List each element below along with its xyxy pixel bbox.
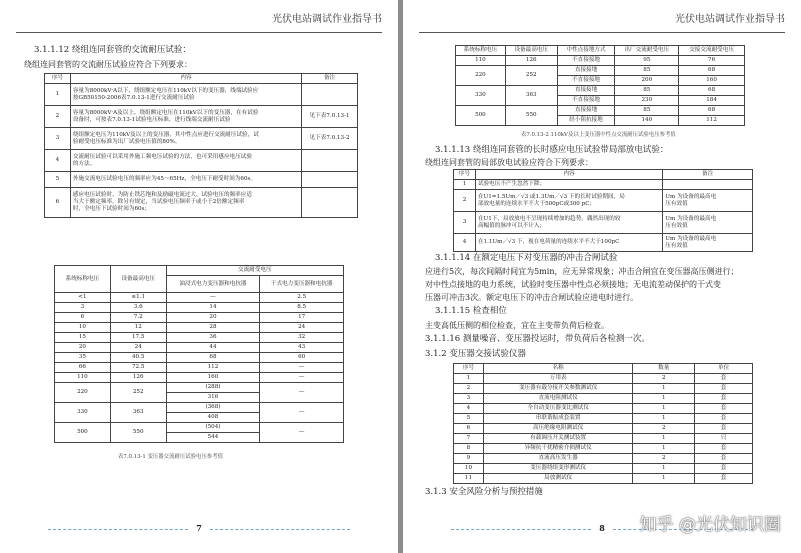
cell-dry-voltage: 8.5 bbox=[260, 303, 344, 313]
cell-grounding-mode: 直接接地 bbox=[557, 66, 615, 76]
cell-max-voltage: 252 bbox=[110, 383, 166, 403]
row-note: 见下表7.0.13-1 bbox=[302, 106, 358, 128]
cell-quantity: 1 bbox=[633, 404, 695, 414]
table-row bbox=[454, 444, 753, 454]
cell-grounding-mode: 直接接地 bbox=[557, 86, 615, 96]
section-heading: 3.1.1.14 在额定电压下对变压器的冲击合闸试验 bbox=[435, 253, 618, 263]
cell-dry-voltage: — bbox=[260, 423, 344, 443]
cell-unit: 套 bbox=[695, 404, 753, 414]
cell-max-voltage: 363 bbox=[505, 86, 557, 106]
row-number: 4 bbox=[45, 150, 71, 172]
cell-oil-voltage: — bbox=[166, 293, 260, 303]
table-row bbox=[456, 86, 745, 96]
cell-max-voltage: 3.6 bbox=[110, 303, 166, 313]
watermark: 知乎 @光伏知识圈 bbox=[639, 515, 781, 535]
cell-dry-voltage: 17 bbox=[260, 313, 344, 323]
col-header: 单位 bbox=[695, 364, 753, 374]
cell-grounding-mode: 不直接接地 bbox=[557, 76, 615, 86]
cell-unit: 套 bbox=[695, 464, 753, 474]
cell-instrument-name: 全自动变压器变比测试仪 bbox=[483, 404, 632, 414]
cell-factory-voltage: 95 bbox=[615, 56, 679, 66]
cell-quantity: 1 bbox=[633, 384, 695, 394]
cell-system-voltage: 6 bbox=[55, 313, 111, 323]
row-note bbox=[302, 84, 358, 106]
table-row bbox=[45, 150, 358, 172]
cell-oil-voltage: 160 bbox=[166, 373, 260, 383]
cell-instrument-name: 万用表 bbox=[483, 374, 632, 384]
cell-line: 压有效值 bbox=[665, 200, 688, 207]
cell-oil-voltage: 44 bbox=[166, 343, 260, 353]
row-content bbox=[70, 188, 301, 218]
col-header-max: 设备最高电压 bbox=[110, 266, 166, 293]
cell-system-voltage: 20 bbox=[55, 343, 111, 353]
cell-unit: 套 bbox=[695, 474, 753, 484]
table-row bbox=[454, 454, 753, 464]
page-header-title: 光伏电站调试作业指导书 bbox=[675, 14, 785, 25]
header-rule bbox=[419, 32, 785, 33]
pd-table-body bbox=[454, 180, 753, 252]
cell-index: 1 bbox=[454, 374, 484, 384]
cell-instrument-name: 有载调压开关测试装置 bbox=[483, 434, 632, 444]
cell-dry-voltage: 24 bbox=[260, 323, 344, 333]
row-content bbox=[475, 190, 662, 212]
col-header: 备注 bbox=[302, 74, 358, 84]
table-row bbox=[454, 414, 753, 424]
table-row bbox=[55, 423, 344, 433]
voltage-table bbox=[54, 265, 344, 443]
table-row bbox=[456, 56, 745, 66]
voltage-table-body bbox=[55, 293, 344, 443]
table-row bbox=[55, 373, 344, 383]
cell-instrument-name: 变压器绕组变形测试仪 bbox=[483, 464, 632, 474]
cell-oil-voltage: 36 bbox=[166, 333, 260, 343]
table-row bbox=[454, 234, 753, 252]
instrument-table-body bbox=[454, 374, 753, 484]
cell-unit: 套 bbox=[695, 454, 753, 464]
table-row bbox=[454, 424, 753, 434]
cell-system-voltage: 500 bbox=[55, 423, 111, 443]
cell-max-voltage: 12 bbox=[110, 323, 166, 333]
cell-unit: 套 bbox=[695, 414, 753, 424]
col-header: 数量 bbox=[633, 364, 695, 374]
table-row bbox=[45, 128, 358, 150]
page-header-title: 光伏电站调试作业指导书 bbox=[272, 14, 382, 25]
cell-line: 在U1下，局放放电不呈现持续增加的趋势，偶然出现的较 bbox=[477, 215, 621, 222]
requirement-table bbox=[44, 73, 358, 218]
cell-factory-voltage: 140 bbox=[615, 116, 679, 126]
cell-factory-voltage: 200 bbox=[615, 76, 679, 86]
cell-line: 试验电压不产生忽然下降； bbox=[477, 181, 546, 187]
cell-oil-voltage: 28 bbox=[166, 323, 260, 333]
cell-max-voltage: 550 bbox=[505, 106, 557, 126]
cell-system-voltage: <1 bbox=[55, 293, 111, 303]
table-row bbox=[55, 343, 344, 353]
row-content bbox=[475, 212, 662, 234]
cell-line: Um 为设备的最高电 bbox=[665, 215, 717, 222]
col-header: 中性点接地方式 bbox=[557, 46, 615, 56]
section-body-line: 应进行5次，每次间隔时间宜为5min，应无异常现象；冲击合闸宜在变压器高压侧进行； bbox=[425, 267, 739, 276]
cell-line: 压有效值 bbox=[665, 242, 688, 249]
cell-handover-voltage: 184 bbox=[679, 96, 745, 106]
cell-dry-voltage: — bbox=[260, 383, 344, 403]
table-row bbox=[55, 293, 344, 303]
cell-instrument-name: 高压绝缘电阻测试仪 bbox=[483, 424, 632, 434]
page-number: 8 bbox=[599, 523, 605, 533]
cell-handover-voltage: 160 bbox=[679, 76, 745, 86]
cell-instrument-name: 直流电阻测试仪 bbox=[483, 394, 632, 404]
cell-line: 部放电量的连续水平不大于500pC或300 pC； bbox=[477, 200, 596, 207]
cell-max-voltage: 252 bbox=[505, 66, 557, 86]
col-header: 设备最高电压 bbox=[505, 46, 557, 56]
cell-max-voltage: 17.5 bbox=[110, 333, 166, 343]
table-row bbox=[55, 323, 344, 333]
row-number: 3 bbox=[45, 128, 71, 150]
row-number: 2 bbox=[45, 106, 71, 128]
section-heading: 3.1.1.13 绕组连同套管的长时感应电压试验带局部放电试验： bbox=[435, 145, 669, 155]
cell-system-voltage: 66 bbox=[55, 363, 111, 373]
cell-line: 按GB50150-2006表7.0.13-1进行交流耐压试验 bbox=[72, 94, 195, 101]
cell-index: 10 bbox=[454, 464, 484, 474]
cell-line: 交流耐压试验可以采用外施工频电压试验的方法，也可采用感应电压试验 bbox=[72, 153, 252, 160]
section-intro: 绕组连同套管的局部放电试验应符合下列要求： bbox=[425, 158, 593, 167]
cell-dry-voltage: 43 bbox=[260, 343, 344, 353]
cell-line: 压有效值 bbox=[665, 222, 688, 229]
partial-discharge-table bbox=[453, 169, 753, 252]
table-row bbox=[456, 106, 745, 116]
table-row bbox=[454, 474, 753, 484]
cell-unit: 套 bbox=[695, 394, 753, 404]
cell-unit: 套 bbox=[695, 444, 753, 454]
neutral-table-body bbox=[456, 56, 745, 126]
section-body-line: 主变高低压侧的相位检查，宜在主变带负荷后检查。 bbox=[425, 321, 609, 330]
page-footer bbox=[48, 525, 350, 533]
cell-instrument-name: 直流高压发生器 bbox=[483, 454, 632, 464]
row-note bbox=[302, 172, 358, 188]
col-header: 序号 bbox=[454, 364, 484, 374]
cell-handover-voltage: 68 bbox=[679, 106, 745, 116]
table-row bbox=[55, 303, 344, 313]
col-header: 序号 bbox=[45, 74, 71, 84]
row-content bbox=[70, 106, 301, 128]
table-row bbox=[454, 180, 753, 190]
cell-system-voltage: 3 bbox=[55, 303, 111, 313]
requirement-table-body bbox=[45, 84, 358, 218]
row-content bbox=[475, 234, 662, 252]
cell-line: 在1.1Um／√3 下，视在电荷量的连续水平不大于100pC bbox=[477, 239, 620, 245]
cell-max-voltage: 7.2 bbox=[110, 313, 166, 323]
cell-oil-voltage: 20 bbox=[166, 313, 260, 323]
footer-rule-right bbox=[210, 529, 350, 530]
left-page bbox=[0, 0, 398, 553]
row-note bbox=[663, 212, 753, 234]
row-content bbox=[70, 172, 301, 188]
cell-line: 当大于额定频率。除另有规定，当试验电压频率于或小于2倍额定频率 bbox=[72, 199, 245, 205]
cell-line: 容量为8000kV·A及以上、绕组额定电压在110kV以下的变压器，在有试验 bbox=[72, 109, 259, 116]
cell-max-voltage: 40.5 bbox=[110, 353, 166, 363]
cell-handover-voltage: 112 bbox=[679, 116, 745, 126]
col-header: 交接交流耐受电压 bbox=[679, 46, 745, 56]
table-row bbox=[454, 384, 753, 394]
section-heading: 3.1.1.16 测量噪音、变压器投运时，带负荷后各检测一次。 bbox=[425, 334, 650, 344]
cell-line: Um 为设备的最高电 bbox=[665, 235, 717, 242]
cell-system-voltage: 110 bbox=[55, 373, 111, 383]
cell-factory-voltage: 85 bbox=[615, 86, 679, 96]
cell-index: 2 bbox=[454, 384, 484, 394]
row-number: 4 bbox=[454, 234, 476, 252]
table-row bbox=[55, 333, 344, 343]
table-row bbox=[45, 106, 358, 128]
right-page bbox=[403, 0, 801, 553]
cell-system-voltage: 220 bbox=[456, 66, 506, 86]
cell-line: 时，全电压下试验时间为60s； bbox=[72, 206, 151, 212]
row-content bbox=[70, 128, 301, 150]
cell-dry-voltage: 60 bbox=[260, 353, 344, 363]
cell-factory-voltage: 230 bbox=[615, 96, 679, 106]
section-heading: 3.1.1.12 绕组连同套管的交流耐压试验： bbox=[34, 45, 191, 55]
cell-grounding-mode: 直接接地 bbox=[557, 106, 615, 116]
cell-unit: 套 bbox=[695, 424, 753, 434]
cell-instrument-name: 异频抗干扰精密介损测试仪 bbox=[483, 444, 632, 454]
table-row bbox=[454, 434, 753, 444]
section-intro: 绕组连同套管的交流耐压试验应符合下列要求： bbox=[24, 60, 192, 69]
cell-system-voltage: 10 bbox=[55, 323, 111, 333]
cell-line: 绕组额定电压为110kV及以上的变压器，其中性点应进行交流耐压试验，试 bbox=[72, 131, 259, 138]
table-row bbox=[454, 374, 753, 384]
col-header: 出厂交流耐受电压 bbox=[615, 46, 679, 56]
cell-dry-voltage: 32 bbox=[260, 333, 344, 343]
cell-index: 7 bbox=[454, 434, 484, 444]
table-row bbox=[454, 394, 753, 404]
cell-max-voltage: 126 bbox=[110, 373, 166, 383]
table-row bbox=[454, 190, 753, 212]
section-body-line: 对中性点接地的电力系统，试验时变压器中性点必须接地；无电流差动保护的干式变 bbox=[425, 280, 721, 289]
cell-index: 9 bbox=[454, 454, 484, 464]
table-row bbox=[456, 66, 745, 76]
col-header: 序号 bbox=[454, 170, 476, 180]
cell-dry-voltage: — bbox=[260, 363, 344, 373]
cell-line: 外施交流电压试验电压的频率应为45～65Hz，全电压下耐受时间为60s。 bbox=[72, 176, 257, 182]
cell-line: 验耐受电压标准为出厂试验电压值的80%。 bbox=[72, 138, 181, 145]
page-number: 7 bbox=[196, 523, 202, 533]
cell-system-voltage: 220 bbox=[55, 383, 111, 403]
row-content bbox=[70, 150, 301, 172]
cell-handover-voltage: 68 bbox=[679, 66, 745, 76]
cell-oil-voltage: (368) bbox=[166, 403, 260, 413]
table-row bbox=[55, 353, 344, 363]
col-header-group: 交流耐受电压 bbox=[166, 266, 343, 276]
cell-oil-voltage: 408 bbox=[166, 413, 260, 423]
cell-factory-voltage: 85 bbox=[615, 66, 679, 76]
cell-oil-voltage: 14 bbox=[166, 303, 260, 313]
cell-system-voltage: 15 bbox=[55, 333, 111, 343]
cell-line: Um 为设备的最高电 bbox=[665, 193, 717, 200]
footer-rule-left bbox=[451, 529, 591, 530]
cell-index: 11 bbox=[454, 474, 484, 484]
cell-grounding-mode: 不直接接地 bbox=[557, 56, 615, 66]
cell-quantity: 2 bbox=[633, 374, 695, 384]
cell-oil-voltage: 112 bbox=[166, 363, 260, 373]
cell-quantity: 2 bbox=[633, 454, 695, 464]
header-rule bbox=[16, 32, 382, 33]
instrument-table bbox=[453, 363, 753, 484]
footer-rule-left bbox=[48, 529, 188, 530]
cell-dry-voltage: — bbox=[260, 373, 344, 383]
section-heading: 3.1.1.15 检查相位 bbox=[435, 306, 507, 316]
col-header-dry: 干式电力变压器和电抗器 bbox=[260, 276, 344, 293]
cell-unit: 只 bbox=[695, 434, 753, 444]
cell-system-voltage: 330 bbox=[456, 86, 506, 106]
cell-line: 的方法。 bbox=[72, 160, 96, 167]
row-note bbox=[663, 180, 753, 190]
table-caption: 表7.0.13-1 变压器交流耐压试验电压参考值 bbox=[118, 454, 223, 460]
cell-handover-voltage: 76 bbox=[679, 56, 745, 66]
cell-instrument-name: 局放测试仪 bbox=[483, 474, 632, 484]
row-note bbox=[302, 188, 358, 218]
cell-max-voltage: 24 bbox=[110, 343, 166, 353]
col-header: 备注 bbox=[663, 170, 753, 180]
cell-line: 容量为8000kV·A以下、绕组额定电压在110kV以下的变压器，线端试验应 bbox=[72, 87, 259, 94]
row-number: 1 bbox=[45, 84, 71, 106]
neutral-voltage-table bbox=[455, 45, 745, 126]
cell-grounding-mode: 不直接接地 bbox=[557, 96, 615, 106]
table-caption: 表7.0.13-2 110kV及以上变压器中性点交流耐压试验电压参考值 bbox=[521, 132, 676, 138]
cell-dry-voltage: 2.5 bbox=[260, 293, 344, 303]
row-note bbox=[663, 234, 753, 252]
cell-system-voltage: 330 bbox=[55, 403, 111, 423]
cell-instrument-name: 串联谐振成套装置 bbox=[483, 414, 632, 424]
row-number: 3 bbox=[454, 212, 476, 234]
cell-quantity: 1 bbox=[633, 414, 695, 424]
cell-system-voltage: 110 bbox=[456, 56, 506, 66]
cell-quantity: 1 bbox=[633, 444, 695, 454]
table-row bbox=[45, 188, 358, 218]
section-heading: 3.1.3 安全风险分析与预控措施 bbox=[425, 487, 543, 497]
row-number: 1 bbox=[454, 180, 476, 190]
cell-oil-voltage: 68 bbox=[166, 353, 260, 363]
cell-index: 8 bbox=[454, 444, 484, 454]
cell-oil-voltage: (288) bbox=[166, 383, 260, 393]
table-row bbox=[55, 403, 344, 413]
table-row bbox=[55, 383, 344, 393]
row-content bbox=[70, 84, 301, 106]
cell-line: 设备时，可按表7.0.13-1试验电压标准，进行线端交流耐压试验 bbox=[72, 116, 231, 123]
table-row bbox=[454, 404, 753, 414]
cell-quantity: 1 bbox=[633, 434, 695, 444]
table-row bbox=[45, 172, 358, 188]
section-heading: 3.1.2 变压器交接试验仪器 bbox=[425, 349, 526, 359]
cell-unit: 套 bbox=[695, 374, 753, 384]
table-row bbox=[454, 212, 753, 234]
cell-handover-voltage: 68 bbox=[679, 86, 745, 96]
cell-index: 4 bbox=[454, 404, 484, 414]
cell-quantity: 2 bbox=[633, 424, 695, 434]
cell-oil-voltage: (504) bbox=[166, 423, 260, 433]
row-number: 5 bbox=[45, 172, 71, 188]
col-header: 内容 bbox=[70, 74, 301, 84]
cell-oil-voltage: 544 bbox=[166, 433, 260, 443]
cell-index: 5 bbox=[454, 414, 484, 424]
cell-dry-voltage: — bbox=[260, 403, 344, 423]
cell-line: 高幅值的脉冲可以不计入； bbox=[477, 222, 546, 229]
table-row bbox=[45, 84, 358, 106]
cell-max-voltage: 550 bbox=[110, 423, 166, 443]
cell-grounding-mode: 经小阻抗接地 bbox=[557, 116, 615, 126]
row-note bbox=[302, 150, 358, 172]
cell-oil-voltage: 316 bbox=[166, 393, 260, 403]
cell-max-voltage: 72.5 bbox=[110, 363, 166, 373]
cell-index: 3 bbox=[454, 394, 484, 404]
row-content bbox=[475, 180, 662, 190]
cell-max-voltage: 363 bbox=[110, 403, 166, 423]
cell-index: 6 bbox=[454, 424, 484, 434]
cell-system-voltage: 500 bbox=[456, 106, 506, 126]
cell-line: 在U1=1.5Um／√3 或1.3Um／√3 下的长时试验期间，局 bbox=[477, 193, 625, 200]
cell-factory-voltage: 85 bbox=[615, 106, 679, 116]
row-number: 6 bbox=[45, 188, 71, 218]
row-note: 见下表7.0.13-2 bbox=[302, 128, 358, 150]
cell-instrument-name: 变压器有载分接开关参数测试仪 bbox=[483, 384, 632, 394]
cell-max-voltage: ≤1.1 bbox=[110, 293, 166, 303]
col-header: 名称 bbox=[483, 364, 632, 374]
col-header-system: 系统标称电压 bbox=[55, 266, 111, 293]
col-header-oil: 油浸式电力变压器和电抗器 bbox=[166, 276, 260, 293]
cell-quantity: 1 bbox=[633, 474, 695, 484]
cell-max-voltage: 126 bbox=[505, 56, 557, 66]
table-row bbox=[454, 464, 753, 474]
col-header: 内容 bbox=[475, 170, 662, 180]
row-number: 2 bbox=[454, 190, 476, 212]
cell-unit: 套 bbox=[695, 384, 753, 394]
cell-line: 感应电压试验时，为防止铁芯饱和及励磁电流过大，试验电压的频率应适 bbox=[72, 192, 252, 198]
row-note bbox=[663, 190, 753, 212]
cell-quantity: 1 bbox=[633, 394, 695, 404]
col-header: 系统标称电压 bbox=[456, 46, 506, 56]
section-body-line: 压器可冲击3次。额定电压下的冲击合闸试验应进电时进行。 bbox=[425, 293, 639, 302]
table-row bbox=[55, 363, 344, 373]
cell-quantity: 1 bbox=[633, 464, 695, 474]
table-row bbox=[55, 313, 344, 323]
cell-system-voltage: 35 bbox=[55, 353, 111, 363]
